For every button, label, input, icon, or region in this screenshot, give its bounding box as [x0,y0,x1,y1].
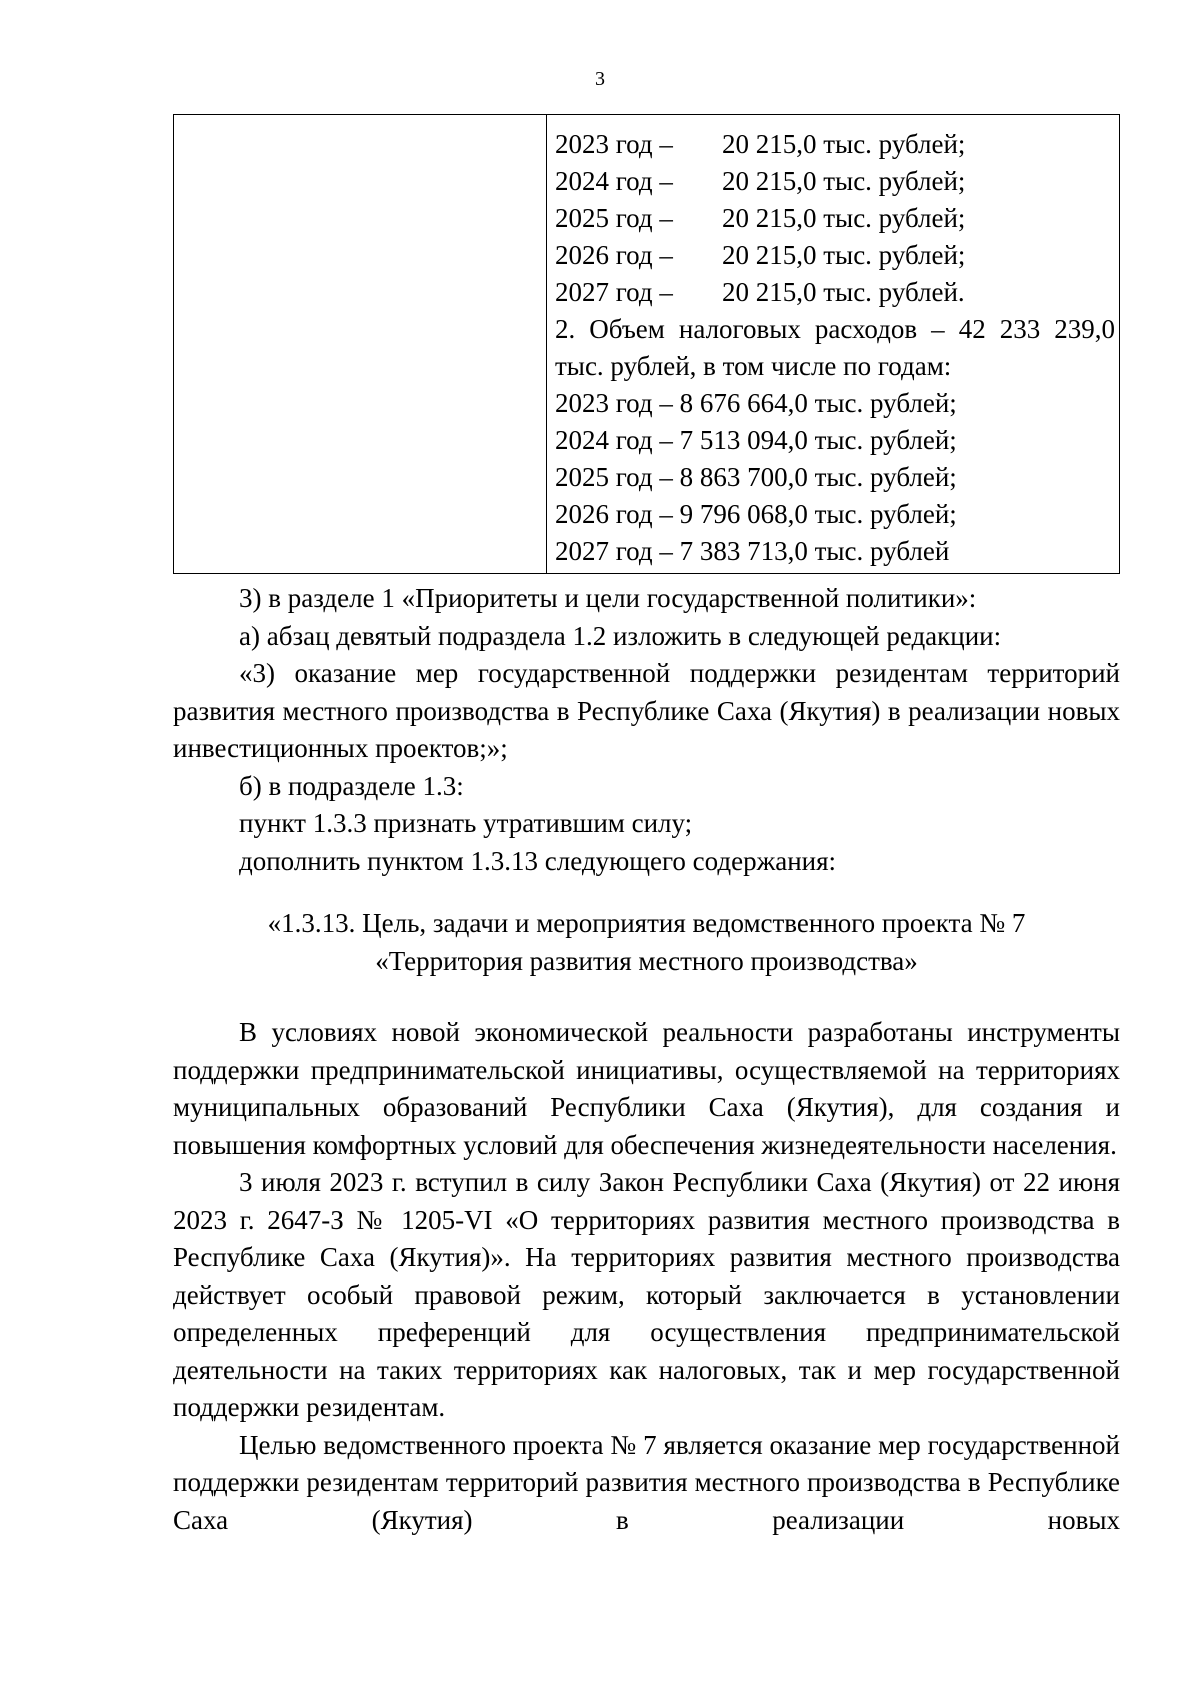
year-label: 2027 год – [555,277,673,307]
paragraph: В условиях новой экономической реальности разработаны инструменты поддержки предпринимательской инициативы, осуществляемой на территориях муниципальных образований Республики Саха (Якутия), для создания и повышения комфортных условий для обеспечения жизнедеятельности населения. [173,1017,1120,1160]
paragraph: дополнить пунктом 1.3.13 следующего содержания: [239,845,837,876]
section-body [173,1014,1120,1539]
tax-year-row: 2025 год – 8 863 700,0 тыс. рублей; [555,462,957,492]
paragraph: 3) в разделе 1 «Приоритеты и цели государственной политики»: [239,583,977,613]
year-row [555,126,1115,163]
year-row [555,200,1115,237]
page-number: 3 [595,68,605,90]
year-label: 2023 год – [555,129,673,159]
table-column-divider [546,115,547,573]
year-value: 20 215,0 тыс. рублей; [722,166,966,196]
paragraph: а) абзац девятый подраздела 1.2 изложить в следующей редакции: [239,620,1002,651]
tax-expenses-subheading: тыс. рублей, в том числе по годам: [555,351,952,381]
tax-year-row: 2026 год – 9 796 068,0 тыс. рублей; [555,499,957,529]
paragraph: пункт 1.3.3 признать утратившим силу; [239,808,693,838]
year-row [555,163,1115,200]
paragraph: Целью ведомственного проекта № 7 является оказание мер государственной поддержки резидентам территорий развития местного производства в Республике Саха (Якутия) в реализации новых [173,1429,1120,1535]
year-value: 20 215,0 тыс. рублей; [722,129,966,159]
year-label: 2026 год – [555,240,673,270]
section-heading-line: «1.3.13. Цель, задачи и мероприятия ведомственного проекта № 7 [267,908,1026,938]
section-heading [173,905,1120,980]
paragraph: 3 июля 2023 г. вступил в силу Закон Республики Саха (Якутия) от 22 июня 2023 г. 2647-З № 1205-VI «О территориях развития местного производства в Республике Саха (Якутия)». На территориях развития местного производства действует особый правовой режим, который заключается в установлении определенных преференций для осуществления предпринимательской деятельности на таких территориях как налоговых, так и мер государственной поддержки резидентам. [173,1167,1120,1422]
year-row [555,274,1115,311]
paragraph: б) в подразделе 1.3: [239,770,464,801]
funding-table [173,114,1120,574]
year-value: 20 215,0 тыс. рублей; [722,203,966,233]
year-label: 2024 год – [555,166,673,196]
tax-year-row: 2024 год – 7 513 094,0 тыс. рублей; [555,425,957,455]
tax-year-row: 2023 год – 8 676 664,0 тыс. рублей; [555,388,957,418]
year-label: 2025 год – [555,203,673,233]
funding-cell [555,126,1115,570]
year-value: 20 215,0 тыс. рублей. [722,277,965,307]
year-row [555,237,1115,274]
quoted-paragraph: «3) оказание мер государственной поддержки резидентам территорий развития местного производства в Республике Саха (Якутия) в реализации новых инвестиционных проектов;»; [173,658,1120,763]
section-heading-line: «Территория развития местного производства» [375,945,918,976]
year-value: 20 215,0 тыс. рублей; [722,240,966,270]
amendments-block [173,580,1120,880]
tax-expenses-heading: 2. Объем налоговых расходов – 42 233 239,0 [555,314,1115,344]
tax-year-row: 2027 год – 7 383 713,0 тыс. рублей [555,536,950,566]
